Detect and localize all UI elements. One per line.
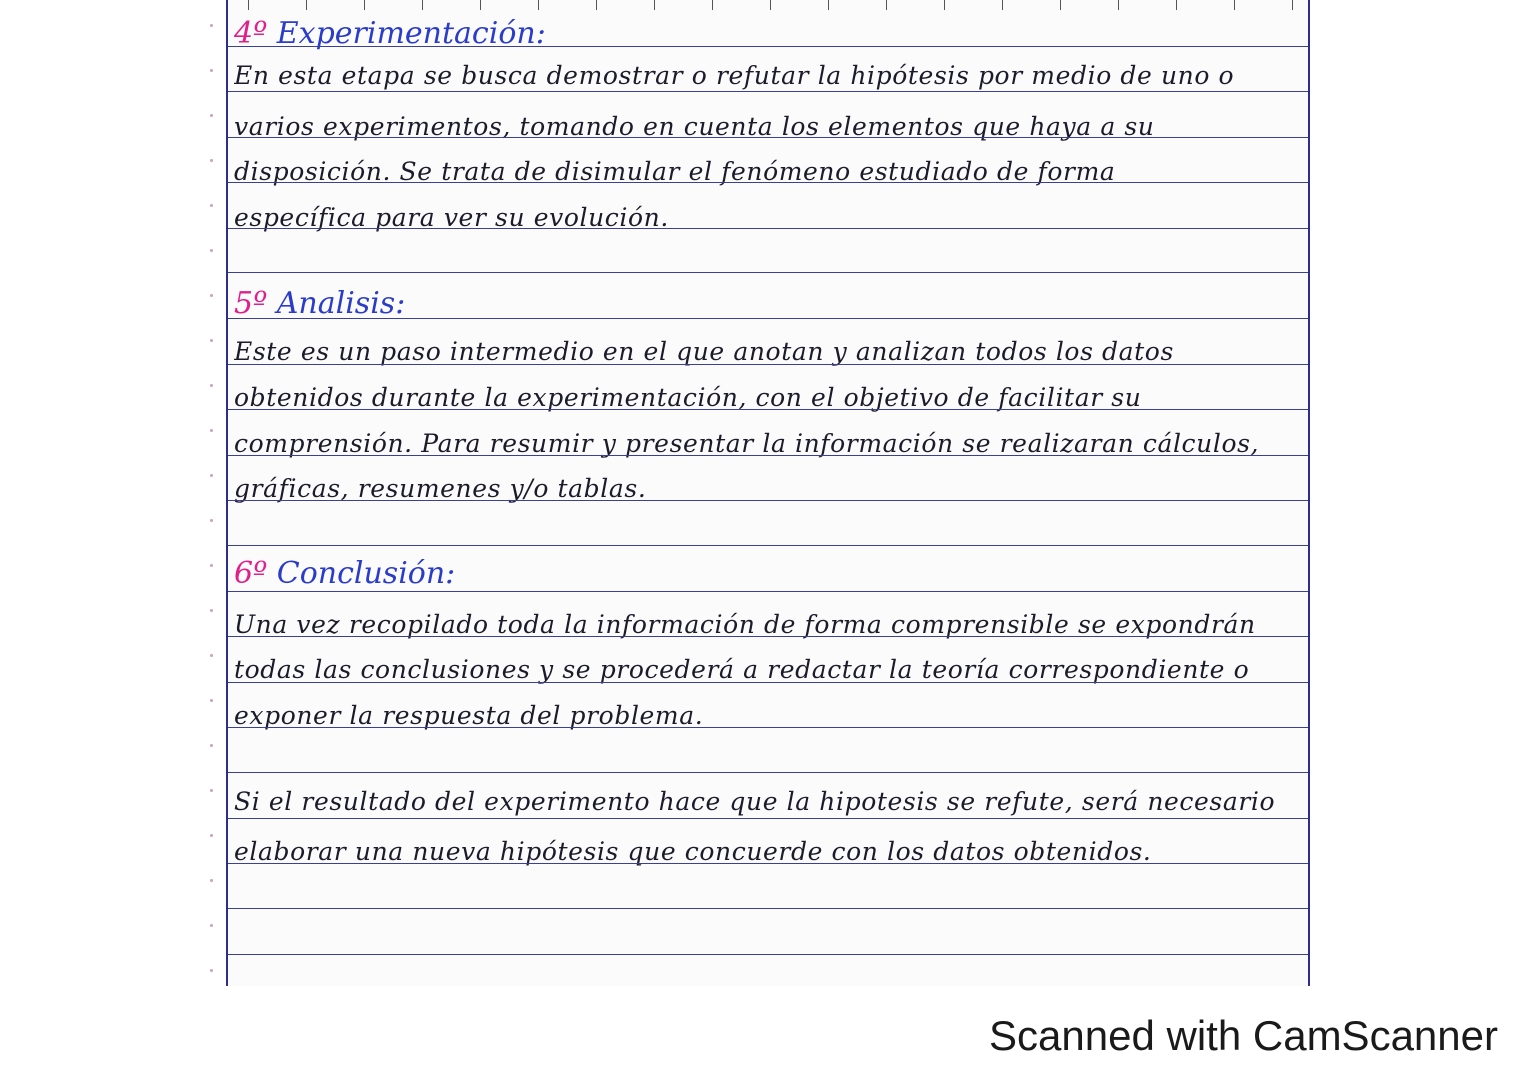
- edge-tick: [306, 0, 307, 10]
- ruled-line: [228, 228, 1308, 229]
- margin-dot: [210, 249, 213, 252]
- edge-tick: [596, 0, 597, 10]
- closing-line-1: Si el resultado del experimento hace que la hipotesis se refute, será necesario: [234, 787, 1276, 816]
- top-edge-ticks: [228, 0, 1308, 12]
- ruled-line: [228, 318, 1308, 319]
- margin-dot: [210, 114, 213, 117]
- ruled-line: [228, 545, 1308, 546]
- edge-tick: [538, 0, 539, 10]
- edge-tick: [944, 0, 945, 10]
- ruled-line: [228, 954, 1308, 955]
- section-5-title: Analisis:: [276, 286, 406, 321]
- edge-tick: [1118, 0, 1119, 10]
- ruled-line: [228, 908, 1308, 909]
- edge-tick: [364, 0, 365, 10]
- ruled-line: [228, 409, 1308, 410]
- margin-dot: [210, 69, 213, 72]
- ruled-line: [228, 772, 1308, 773]
- edge-tick: [654, 0, 655, 10]
- edge-tick: [422, 0, 423, 10]
- ruled-line: [228, 46, 1308, 47]
- margin-dot: [210, 474, 213, 477]
- edge-tick: [1002, 0, 1003, 10]
- margin-dot: [210, 789, 213, 792]
- ruled-line: [228, 455, 1308, 456]
- section-5-line-2: obtenidos durante la experimentación, con el objetivo de facilitar su: [234, 383, 1142, 412]
- margin-dot: [210, 969, 213, 972]
- ruled-line: [228, 500, 1308, 501]
- section-5-line-4: gráficas, resumenes y/o tablas.: [234, 474, 647, 503]
- section-6-line-1: Una vez recopilado toda la información de forma comprensible se expondrán: [234, 610, 1256, 639]
- margin-dot: [210, 294, 213, 297]
- edge-tick: [1176, 0, 1177, 10]
- section-6-line-2: todas las conclusiones y se procederá a redactar la teoría correspondiente o: [234, 655, 1250, 684]
- edge-tick: [480, 0, 481, 10]
- edge-tick: [886, 0, 887, 10]
- edge-tick: [1292, 0, 1293, 10]
- section-4-line-4: específica para ver su evolución.: [234, 203, 669, 232]
- edge-tick: [1234, 0, 1235, 10]
- notebook-sheet: [226, 0, 1310, 986]
- margin-dot: [210, 924, 213, 927]
- ruled-line: [228, 272, 1308, 273]
- margin-dot: [210, 339, 213, 342]
- ruled-line: [228, 636, 1308, 637]
- section-4-title: Experimentación:: [276, 16, 546, 51]
- margin-dot: [210, 654, 213, 657]
- camscanner-watermark: Scanned with CamScanner: [989, 1012, 1498, 1059]
- section-6-line-3: exponer la respuesta del problema.: [234, 701, 704, 730]
- edge-tick: [1060, 0, 1061, 10]
- edge-tick: [248, 0, 249, 10]
- margin-dot: [210, 429, 213, 432]
- ruled-line: [228, 364, 1308, 365]
- margin-dot: [210, 204, 213, 207]
- closing-line-2: elaborar una nueva hipótesis que concuerde con los datos obtenidos.: [234, 837, 1152, 866]
- margin-dot: [210, 834, 213, 837]
- edge-tick: [712, 0, 713, 10]
- margin-dot: [210, 564, 213, 567]
- section-4-line-1: En esta etapa se busca demostrar o refutar la hipótesis por medio de uno o: [234, 61, 1235, 90]
- ruled-line: [228, 182, 1308, 183]
- ruled-line: [228, 818, 1308, 819]
- margin-dot: [210, 699, 213, 702]
- ruled-line: [228, 137, 1308, 138]
- section-6-heading: [234, 556, 455, 592]
- ruled-line: [228, 682, 1308, 683]
- section-4-line-3: disposición. Se trata de disimular el fenómeno estudiado de forma: [234, 157, 1116, 186]
- margin-dot: [210, 24, 213, 27]
- ruled-line: [228, 863, 1308, 864]
- section-5-line-1: Este es un paso intermedio en el que anotan y analizan todos los datos: [234, 337, 1174, 366]
- margin-dot: [210, 159, 213, 162]
- section-5-heading: [234, 286, 405, 322]
- margin-dot: [210, 744, 213, 747]
- ruled-line: [228, 91, 1308, 92]
- section-4-number: 4º: [234, 16, 268, 51]
- margin-dot: [210, 384, 213, 387]
- margin-dot: [210, 879, 213, 882]
- section-5-line-3: comprensión. Para resumir y presentar la información se realizaran cálculos,: [234, 429, 1260, 458]
- section-6-title: Conclusión:: [276, 556, 456, 591]
- margin-dot: [210, 519, 213, 522]
- section-4-line-2: varios experimentos, tomando en cuenta los elementos que haya a su: [234, 112, 1155, 141]
- ruled-line: [228, 591, 1308, 592]
- section-6-number: 6º: [234, 556, 268, 591]
- edge-tick: [770, 0, 771, 10]
- ruled-line: [228, 727, 1308, 728]
- section-5-number: 5º: [234, 286, 268, 321]
- margin-dot: [210, 609, 213, 612]
- edge-tick: [828, 0, 829, 10]
